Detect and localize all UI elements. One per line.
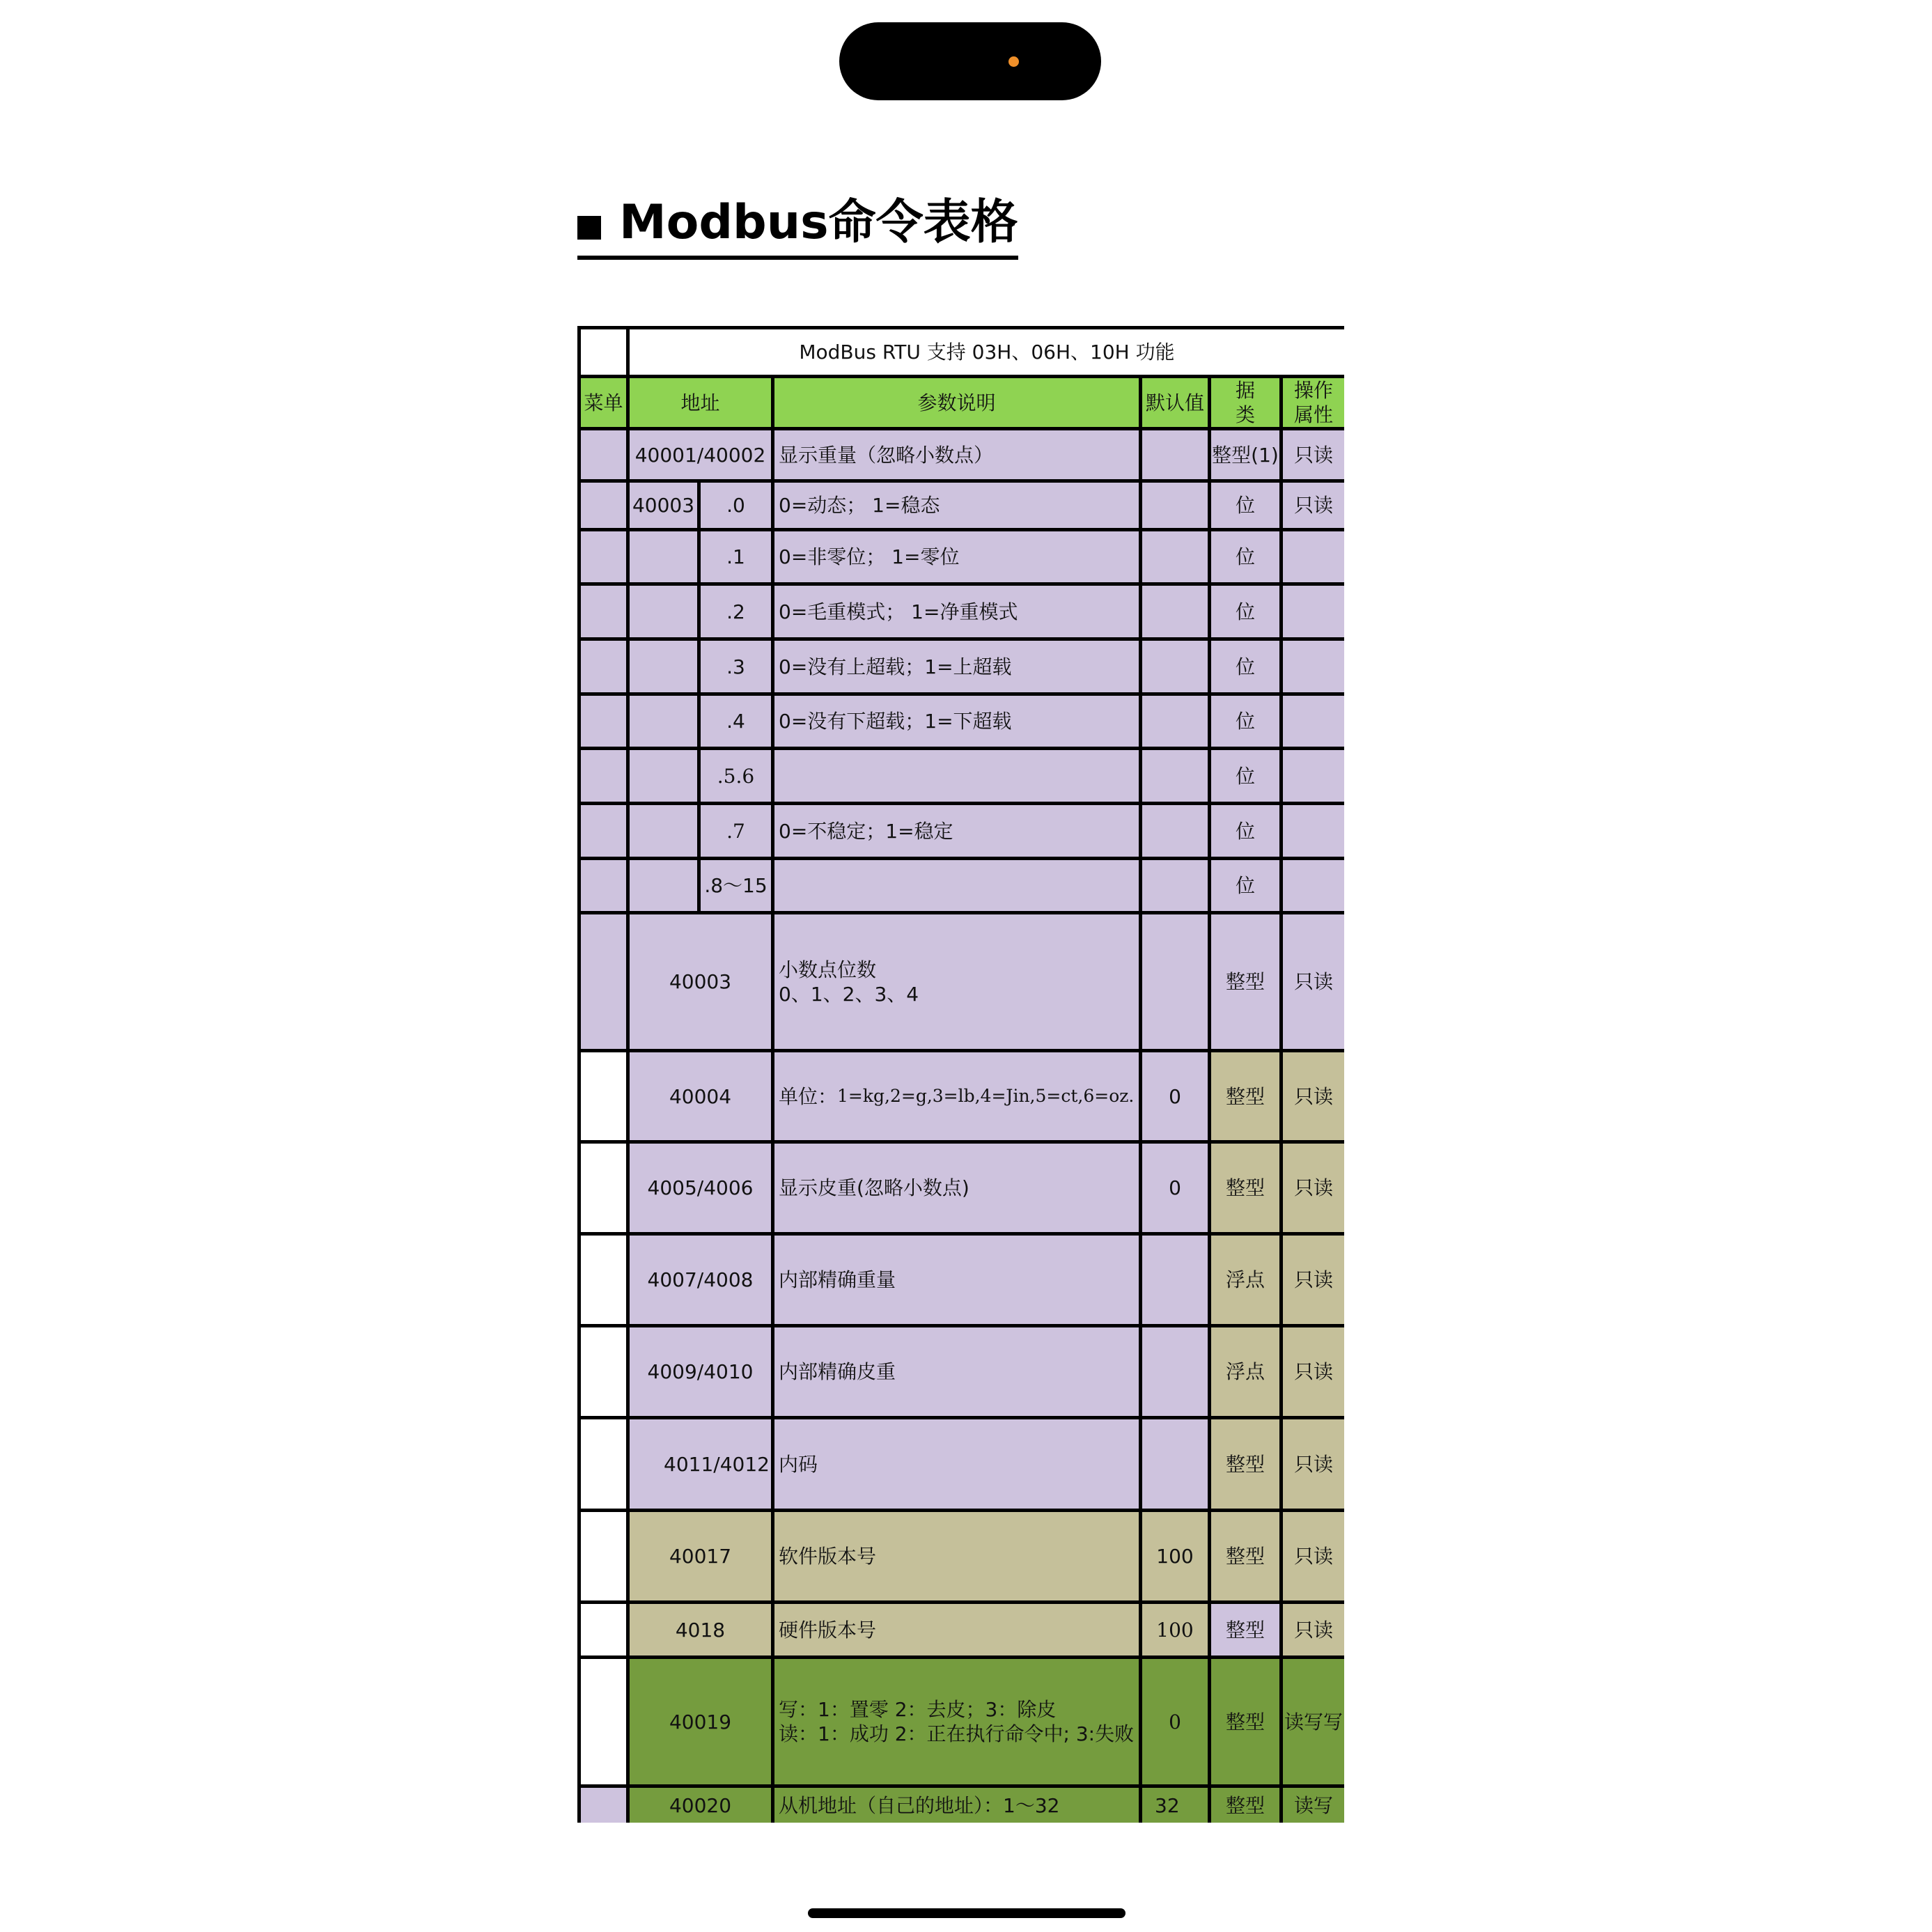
description-cell [774,860,1142,914]
menu-cell [581,750,630,805]
type-cell: 位 [1211,531,1283,586]
type-cell: 位 [1211,641,1283,696]
description-cell [774,750,1142,805]
header-data-type: 据类 [1211,378,1283,430]
menu-cell [581,805,630,860]
default-cell: 100 [1142,1604,1211,1659]
header-default: 默认值 [1142,378,1211,430]
title-row-blank-cell [581,329,630,378]
menu-cell [581,1604,630,1659]
access-cell [1283,860,1344,914]
address-cell [630,696,701,750]
description-line: 写：1：置零 2：去皮；3：除皮 [779,1698,1057,1721]
access-cell: 只读 [1283,914,1344,1052]
menu-cell [581,1659,630,1788]
type-cell: 浮点 [1211,1236,1283,1327]
description-line: 0、1、2、3、4 [779,982,919,1006]
menu-cell [581,1419,630,1512]
access-cell: 只读 [1283,1512,1344,1604]
description-cell [774,914,1142,1052]
bit-cell: .8～15 [701,860,774,914]
description-line: 读：1：成功 2：正在执行命令中; 3:失败 [779,1722,1135,1745]
description-cell: 内码 [774,1419,1142,1512]
address-cell [630,586,701,641]
address-cell: 40003 [630,914,774,1052]
access-cell: 只读 [1283,1236,1344,1327]
home-indicator[interactable] [808,1908,1125,1918]
default-cell: 0 [1142,1144,1211,1236]
access-cell: 只读 [1283,430,1344,483]
address-cell [630,531,701,586]
type-cell: 位 [1211,860,1283,914]
menu-cell [581,1327,630,1419]
bit-cell: .7 [701,805,774,860]
description-cell: 显示重量（忽略小数点） [774,430,1142,483]
address-cell: 4007/4008 [630,1236,774,1327]
description-units: 1=kg,2=g,3=lb,4=Jin,5=ct,6=oz. [837,1086,1135,1107]
default-cell: 32 [1142,1788,1211,1823]
bit-cell: .0 [701,483,774,531]
bullet-square-icon [577,216,601,240]
menu-cell [581,430,630,483]
access-cell [1283,805,1344,860]
address-cell: 40017 [630,1512,774,1604]
default-cell: 100 [1142,1512,1211,1604]
menu-cell [581,860,630,914]
type-cell: 位 [1211,805,1283,860]
access-cell: 读写写 [1283,1659,1344,1788]
bit-cell: .4 [701,696,774,750]
menu-cell [581,1512,630,1604]
address-cell: 40019 [630,1659,774,1788]
description-prefix: 单位： [779,1084,838,1108]
menu-cell [581,1052,630,1144]
access-cell: 只读 [1283,483,1344,531]
description-cell: 0=非零位； 1=零位 [774,531,1142,586]
default-cell [1142,750,1211,805]
access-cell: 只读 [1283,1419,1344,1512]
access-cell: 读写 [1283,1788,1344,1823]
description-cell: 硬件版本号 [774,1604,1142,1659]
description-cell: 内部精确皮重 [774,1327,1142,1419]
page-title [577,192,1018,260]
default-cell [1142,641,1211,696]
address-cell: 4011/4012 [630,1419,774,1512]
default-cell [1142,1327,1211,1419]
access-cell [1283,696,1344,750]
address-cell: 40003 [630,483,701,531]
address-cell [630,805,701,860]
access-cell [1283,531,1344,586]
default-cell [1142,430,1211,483]
description-cell: 0=动态； 1=稳态 [774,483,1142,531]
type-cell: 位 [1211,696,1283,750]
default-cell: 0 [1142,1659,1211,1788]
header-menu: 菜单 [581,378,630,430]
menu-cell [581,531,630,586]
modbus-command-table [577,326,1344,1823]
header-address: 地址 [630,378,774,430]
access-cell [1283,586,1344,641]
default-cell [1142,1236,1211,1327]
description-cell: 显示皮重(忽略小数点) [774,1144,1142,1236]
address-cell: 4018 [630,1604,774,1659]
default-cell: 0 [1142,1052,1211,1144]
type-cell: 整型 [1211,914,1283,1052]
type-cell: 位 [1211,483,1283,531]
bit-cell: .3 [701,641,774,696]
access-cell: 只读 [1283,1052,1344,1144]
header-description: 参数说明 [774,378,1142,430]
header-access: 操作属性 [1283,378,1344,430]
menu-cell [581,696,630,750]
address-cell [630,750,701,805]
description-line: 小数点位数 [779,958,877,981]
menu-cell [581,1236,630,1327]
description-cell: 0=毛重模式； 1=净重模式 [774,586,1142,641]
type-cell: 浮点 [1211,1327,1283,1419]
address-cell: 40020 [630,1788,774,1823]
camera-indicator-dot [1008,56,1019,67]
default-cell [1142,696,1211,750]
type-cell: 整型(1) [1211,430,1283,483]
description-cell [774,1052,1142,1144]
type-cell: 整型 [1211,1788,1283,1823]
default-cell [1142,860,1211,914]
dynamic-island [839,22,1101,100]
default-cell [1142,914,1211,1052]
default-cell [1142,805,1211,860]
type-cell: 位 [1211,586,1283,641]
type-cell: 整型 [1211,1604,1283,1659]
menu-cell [581,586,630,641]
menu-cell [581,1788,630,1823]
access-cell: 只读 [1283,1327,1344,1419]
type-cell: 整型 [1211,1052,1283,1144]
description-cell: 从机地址（自己的地址）：1～32 [774,1788,1142,1823]
type-cell: 整型 [1211,1659,1283,1788]
menu-cell [581,1144,630,1236]
menu-cell [581,914,630,1052]
bit-cell: .5.6 [701,750,774,805]
type-cell: 位 [1211,750,1283,805]
access-cell [1283,641,1344,696]
description-cell: 软件版本号 [774,1512,1142,1604]
default-cell [1142,1419,1211,1512]
description-cell: 0=不稳定；1=稳定 [774,805,1142,860]
address-cell [630,860,701,914]
access-cell: 只读 [1283,1144,1344,1236]
access-cell: 只读 [1283,1604,1344,1659]
type-cell: 整型 [1211,1512,1283,1604]
description-cell [774,1659,1142,1788]
description-cell: 内部精确重量 [774,1236,1142,1327]
address-cell: 4009/4010 [630,1327,774,1419]
type-cell: 整型 [1211,1419,1283,1512]
address-cell [630,641,701,696]
default-cell [1142,483,1211,531]
bit-cell: .1 [701,531,774,586]
menu-cell [581,483,630,531]
access-cell [1283,750,1344,805]
description-cell: 0=没有上超载；1=上超载 [774,641,1142,696]
type-cell: 整型 [1211,1144,1283,1236]
page-title-text: Modbus命令表格 [619,195,1018,250]
default-cell [1142,531,1211,586]
default-cell [1142,586,1211,641]
address-cell: 4005/4006 [630,1144,774,1236]
table-title: ModBus RTU 支持 03H、06H、10H 功能 [630,329,1344,378]
address-cell: 40001/40002 [630,430,774,483]
description-cell: 0=没有下超载；1=下超载 [774,696,1142,750]
bit-cell: .2 [701,586,774,641]
menu-cell [581,641,630,696]
address-cell: 40004 [630,1052,774,1144]
